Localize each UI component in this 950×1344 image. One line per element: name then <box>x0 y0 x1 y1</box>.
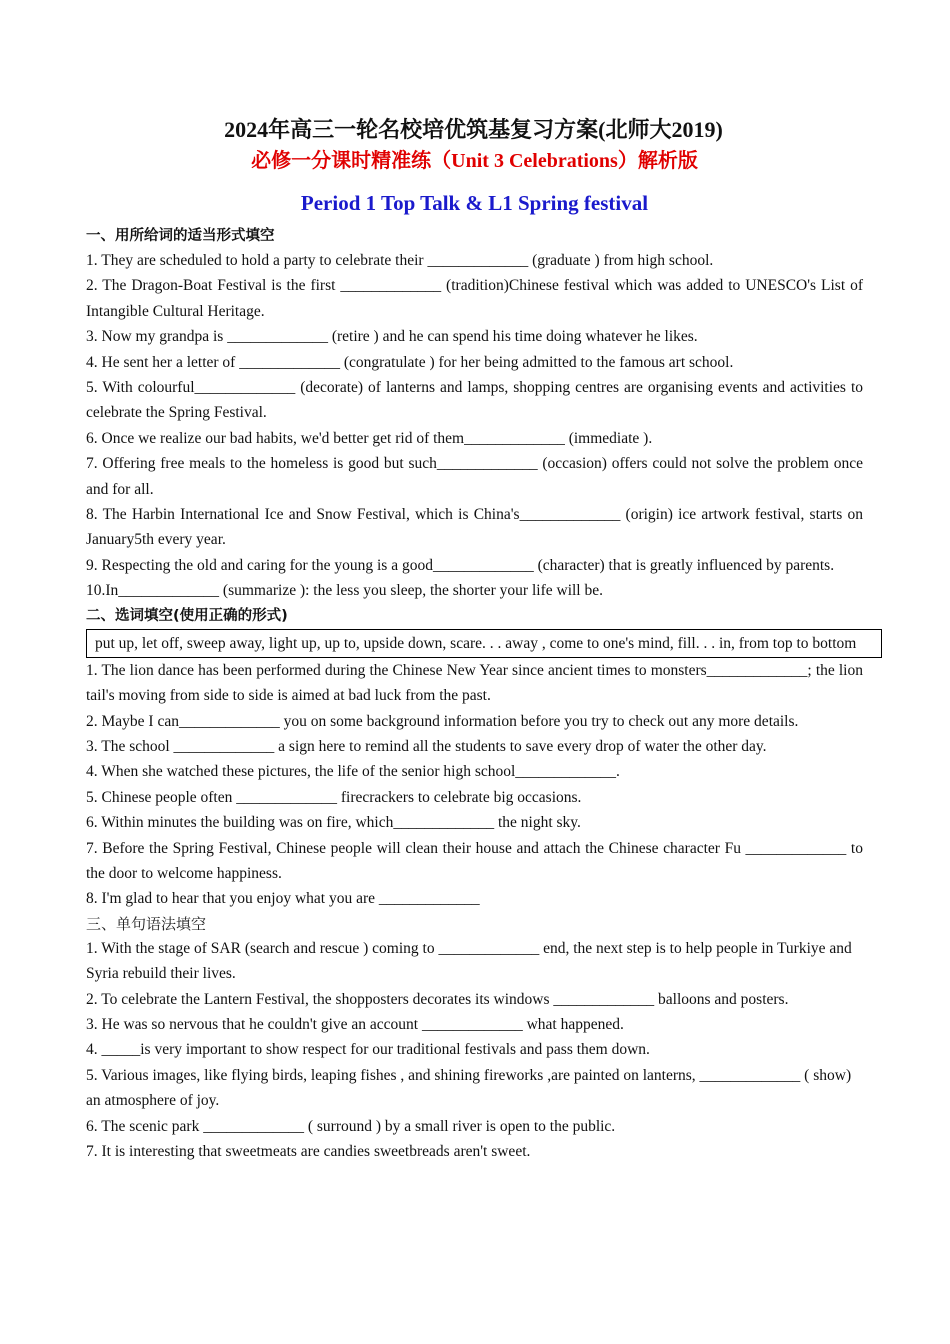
question-item: 3. He was so nervous that he couldn't give an account _____________ what happened. <box>86 1015 624 1033</box>
question-item: 4. When she watched these pictures, the life of the senior high school_____________. <box>86 763 620 781</box>
question-item: 5. With colourful_____________ (decorate) of lanterns and lamps, shopping centres are organising events and activities to celebrate the Spring Festival. <box>86 379 863 422</box>
question-item: 3. The school _____________ a sign here to remind all the students to save every drop of water the other day. <box>86 737 767 755</box>
question-item: 4. He sent her a letter of _____________ (congratulate ) for her being admitted to the famous art school. <box>86 353 734 371</box>
section2-questions <box>86 658 863 912</box>
question-item: 2. Maybe I can_____________ you on some background information before you try to check out any more details. <box>86 712 799 730</box>
question-item: 6. Within minutes the building was on fire, which_____________ the night sky. <box>86 814 581 832</box>
document-subtitle: 必修一分课时精准练（Unit 3 Celebrations）解析版 <box>251 150 698 172</box>
question-item: 1. The lion dance has been performed during the Chinese New Year since ancient times to monsters_____________; the lion tail's moving from side to side is aimed at bad luck from the past. <box>86 661 863 705</box>
question-item: 5. Various images, like flying birds, leaping fishes , and shining fireworks ,are painted on lanterns, _____________ ( show) an atmosphere of joy. <box>86 1066 852 1110</box>
question-item: 1. They are scheduled to hold a party to celebrate their _____________ (graduate ) from high school. <box>86 252 714 269</box>
section2-heading: 二、选词填空(使用正确的形式) <box>86 607 288 624</box>
question-item: 2. To celebrate the Lantern Festival, the shopposters decorates its windows _____________ balloons and posters. <box>86 990 789 1008</box>
section3-questions <box>86 936 863 1165</box>
section3-heading: 三、单句语法填空 <box>86 914 207 933</box>
document-title: 2024年高三一轮名校培优筑基复习方案(北师大2019) <box>224 117 723 142</box>
question-item: 2. The Dragon-Boat Festival is the first _____________ (tradition)Chinese festival which was added to UNESCO's List of Intangible Cultural Heritage. <box>86 277 863 320</box>
word-bank-box: put up, let off, sweep away, light up, up to, upside down, scare. . . away , come to one's mind, fill. . . in, from top to bottom <box>86 629 882 658</box>
question-item: 8. The Harbin International Ice and Snow Festival, which is China's_____________ (origin) ice artwork festival, starts on January5th every year. <box>86 506 863 549</box>
question-item: 7. It is interesting that sweetmeats are candies sweetbreads aren't sweet. <box>86 1143 531 1160</box>
document-page <box>86 114 863 1164</box>
question-item: 4. _____is very important to show respect for our traditional festivals and pass them down. <box>86 1041 650 1059</box>
section1-heading: 一、用所给词的适当形式填空 <box>86 228 275 244</box>
question-item: 9. Respecting the old and caring for the young is a good_____________ (character) that is greatly influenced by parents. <box>86 556 835 574</box>
period-heading: Period 1 Top Talk & L1 Spring festival <box>300 191 649 215</box>
question-item: 7. Offering free meals to the homeless is good but such_____________ (occasion) offers could not solve the problem once and for all. <box>86 455 863 498</box>
question-item: 10.In_____________ (summarize ): the less you sleep, the shorter your life will be. <box>86 582 603 600</box>
question-item: 7. Before the Spring Festival, Chinese people will clean their house and attach the Chinese character Fu _____________ to the door to welcome happiness. <box>86 839 863 882</box>
question-item: 1. With the stage of SAR (search and rescue ) coming to _____________ end, the next step is to help people in Turkiye and Syria rebuild their lives. <box>86 939 852 983</box>
question-item: 6. The scenic park _____________ ( surround ) by a small river is open to the public. <box>86 1117 616 1135</box>
question-item: 5. Chinese people often _____________ firecrackers to celebrate big occasions. <box>86 788 582 806</box>
question-item: 6. Once we realize our bad habits, we'd better get rid of them_____________ (immediate ). <box>86 429 653 447</box>
question-item: 3. Now my grandpa is _____________ (retire ) and he can spend his time doing whatever he likes. <box>86 328 698 346</box>
question-item: 8. I'm glad to hear that you enjoy what you are _____________ <box>86 890 480 908</box>
section1-questions <box>86 248 863 604</box>
